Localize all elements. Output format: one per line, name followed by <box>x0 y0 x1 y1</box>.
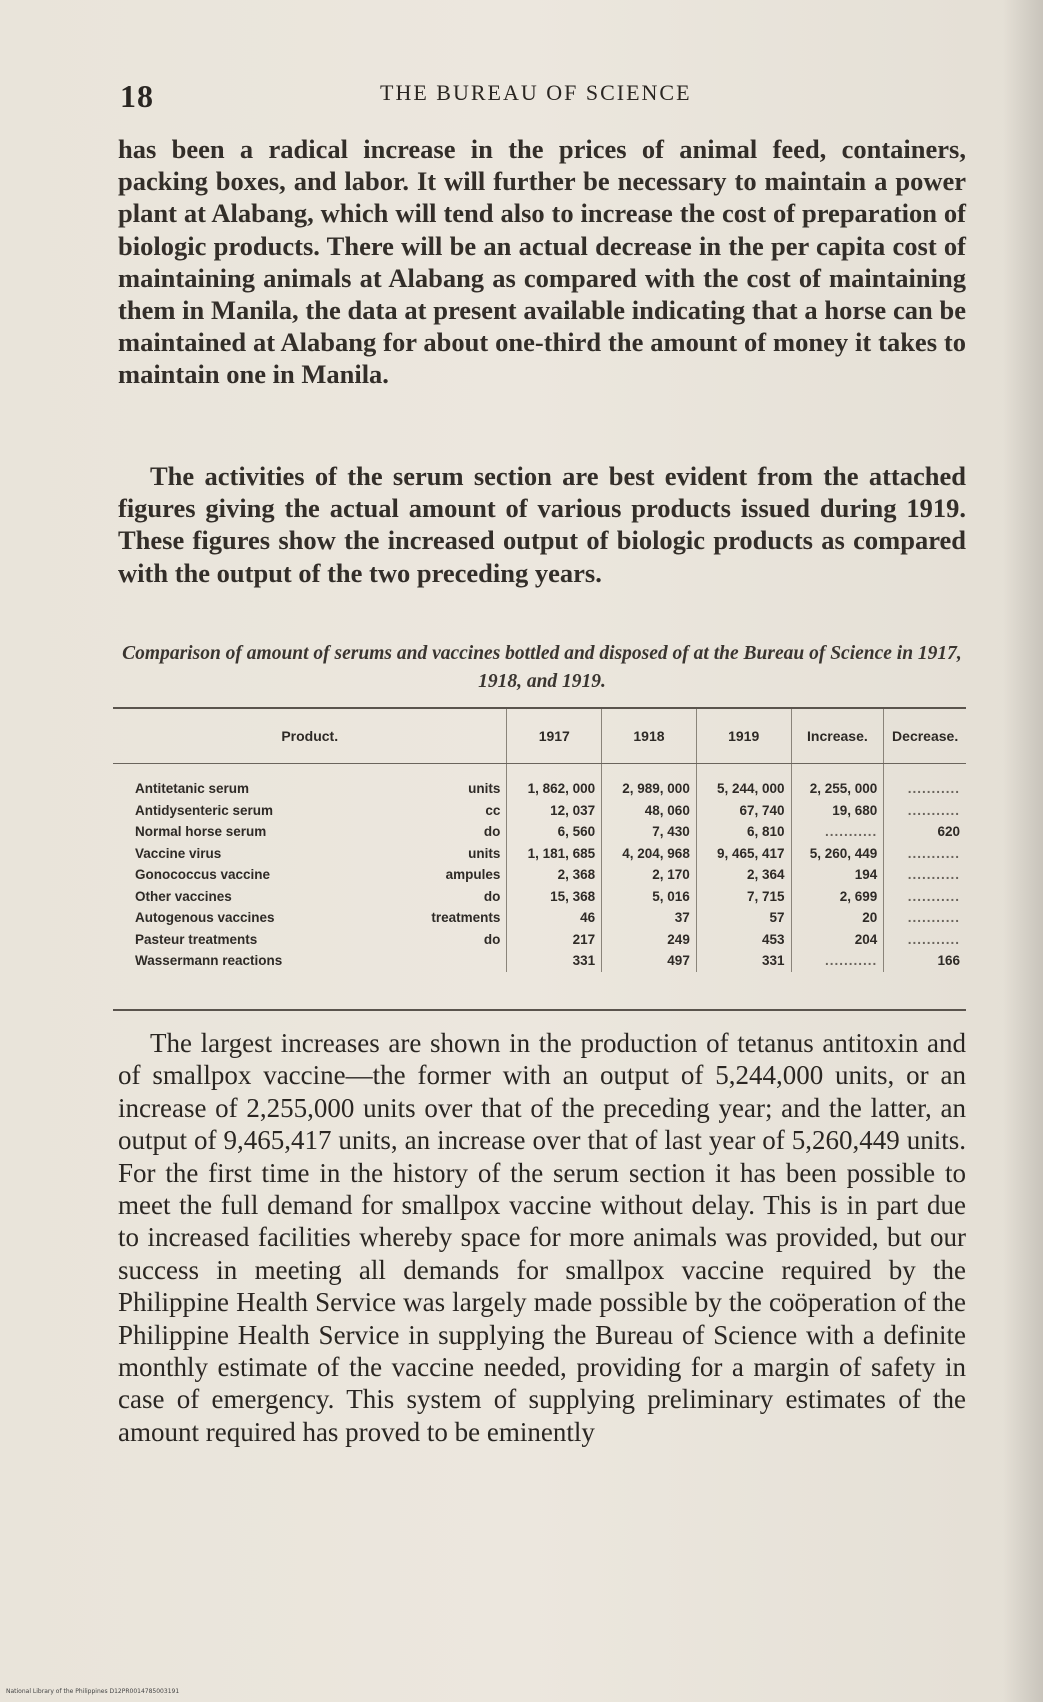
header-1917: 1917 <box>507 709 602 764</box>
value-1918: 2, 170 <box>602 864 697 886</box>
page-number: 18 <box>120 78 154 114</box>
product-cell <box>113 800 507 822</box>
product-unit: do <box>483 931 501 947</box>
value-decrease: ........... <box>907 867 960 883</box>
product-name: Other vaccines <box>135 888 232 904</box>
page-edge-shadow <box>1003 0 1043 1702</box>
data-table <box>113 707 966 1011</box>
value-1917: 12, 037 <box>507 800 602 822</box>
value-decrease: ........... <box>907 931 960 947</box>
value-increase: 204 <box>791 929 884 951</box>
value-1918: 48, 060 <box>602 800 697 822</box>
header-increase: Increase. <box>791 709 884 764</box>
paragraph-3-text: The largest increases are shown in the production of tetanus antitoxin and of smallpox vaccine—the former with an output of 5,244,000 units, or an increase of 2,255,000 units over that of the preceding year; and the latter, an output of 9,465,417 units, an increase over that of last year of 5,260,449 units. For the first time in the history of the serum section it has been possible to meet the full demand for smallpox vaccine without delay. This is in part due to increased facilities whereby space for more animals was provided, but our success in meeting all demands for smallpox vaccine required by the Philippine Health Service was largely made possible by the coöperation of the Philippine Health Service in supplying the Bureau of Science with a definite monthly estimate of the vaccine needed, providing for a margin of safety in case of emergency. This system of supplying preliminary estimates of the amount required has proved to be eminently <box>118 1028 966 1447</box>
value-1917: 15, 368 <box>507 886 602 908</box>
value-increase: 5, 260, 449 <box>791 843 884 865</box>
table-row <box>113 800 966 822</box>
product-name: Normal horse serum <box>135 824 267 840</box>
value-1917: 46 <box>507 907 602 929</box>
value-increase: 2, 255, 000 <box>791 764 884 800</box>
product-unit: do <box>483 824 501 840</box>
value-1918: 37 <box>602 907 697 929</box>
product-name: Gonococcus vaccine <box>135 867 271 883</box>
product-cell <box>113 950 507 972</box>
product-name: Wassermann reactions <box>135 953 283 969</box>
header-decrease: Decrease. <box>884 709 966 764</box>
table-row <box>113 821 966 843</box>
product-name: Autogenous vaccines <box>135 910 275 926</box>
product-unit: do <box>483 888 501 904</box>
value-increase: 20 <box>791 907 884 929</box>
value-1919: 331 <box>696 950 791 972</box>
product-name: Antidysenteric serum <box>135 802 274 818</box>
value-1919: 9, 465, 417 <box>696 843 791 865</box>
product-unit: units <box>468 781 501 797</box>
value-1917: 1, 862, 000 <box>507 764 602 800</box>
value-decrease: 166 <box>937 953 960 969</box>
value-1919: 2, 364 <box>696 864 791 886</box>
paragraph-1-text: has been a radical increase in the prices of animal feed, containers, packing boxes, and labor. It will further be necessary to maintain a power plant at Alabang, which will tend also to increase the cost of preparation of biologic products. There will be an actual decrease in the per capita cost of maintaining animals at Alabang as compared with the cost of maintaining them in Manila, the data at present available indicating that a horse can be maintained at Alabang for about one-third the amount of money it takes to maintain one in Manila. <box>118 134 966 390</box>
product-unit: ampules <box>445 867 501 883</box>
value-1919: 57 <box>696 907 791 929</box>
value-1919: 5, 244, 000 <box>696 764 791 800</box>
value-1917: 2, 368 <box>507 864 602 886</box>
value-increase: ........... <box>791 821 884 843</box>
value-1918: 4, 204, 968 <box>602 843 697 865</box>
product-cell <box>113 821 507 843</box>
value-1917: 1, 181, 685 <box>507 843 602 865</box>
value-increase: 19, 680 <box>791 800 884 822</box>
header-product: Product. <box>113 709 507 764</box>
header-1918: 1918 <box>602 709 697 764</box>
value-1918: 7, 430 <box>602 821 697 843</box>
value-increase: 2, 699 <box>791 886 884 908</box>
value-decrease: ........... <box>907 910 960 926</box>
product-name: Pasteur treatments <box>135 931 258 947</box>
value-increase: ........... <box>791 950 884 972</box>
product-cell <box>113 907 507 929</box>
value-decrease: ........... <box>907 802 960 818</box>
product-cell <box>113 843 507 865</box>
value-1919: 7, 715 <box>696 886 791 908</box>
paragraph-3 <box>118 1027 966 1448</box>
header-1919: 1919 <box>696 709 791 764</box>
value-decrease: ........... <box>907 781 960 797</box>
product-cell <box>113 864 507 886</box>
value-decrease: ........... <box>907 845 960 861</box>
running-head: THE BUREAU OF SCIENCE <box>380 80 692 105</box>
value-increase: 194 <box>791 864 884 886</box>
table-row <box>113 950 966 972</box>
value-1918: 2, 989, 000 <box>602 764 697 800</box>
value-decrease: ........... <box>907 888 960 904</box>
value-decrease: 620 <box>937 824 960 840</box>
value-1917: 331 <box>507 950 602 972</box>
product-unit: treatments <box>431 910 501 926</box>
serum-vaccine-table <box>113 709 966 972</box>
product-name: Antitetanic serum <box>135 781 250 797</box>
paragraph-2-text: The activities of the serum section are best evident from the attached figures giving the actual amount of various products issued during 1919. These figures show the increased output of biologic products as compared with the output of the two preceding years. <box>118 461 966 588</box>
table-row <box>113 929 966 951</box>
product-unit: units <box>468 845 501 861</box>
value-1919: 453 <box>696 929 791 951</box>
table-row <box>113 886 966 908</box>
value-1919: 67, 740 <box>696 800 791 822</box>
product-cell <box>113 886 507 908</box>
value-1917: 6, 560 <box>507 821 602 843</box>
product-unit: cc <box>485 802 501 818</box>
value-1919: 6, 810 <box>696 821 791 843</box>
value-1917: 217 <box>507 929 602 951</box>
paragraph-1 <box>118 133 966 391</box>
paragraph-2 <box>118 460 966 589</box>
product-cell <box>113 929 507 951</box>
table-row <box>113 764 966 800</box>
product-cell <box>113 764 507 800</box>
table-row <box>113 864 966 886</box>
value-1918: 497 <box>602 950 697 972</box>
value-1918: 249 <box>602 929 697 951</box>
product-name: Vaccine virus <box>135 845 222 861</box>
table-header-row <box>113 709 966 764</box>
table-row <box>113 843 966 865</box>
table-row <box>113 907 966 929</box>
table-caption: Comparison of amount of serums and vaccines bottled and disposed of at the Bureau of Science in 1917, 1918, and 1919. <box>122 643 962 692</box>
value-1918: 5, 016 <box>602 886 697 908</box>
scan-footer-note: National Library of the Philippines D12PR0014785003191 <box>6 1688 180 1695</box>
